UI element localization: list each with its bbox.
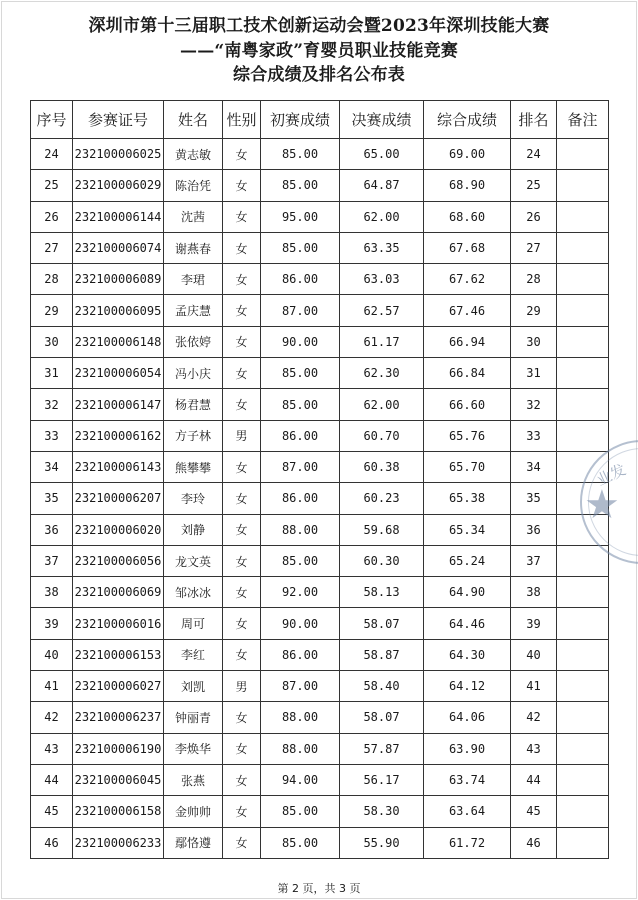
cell-rank: 24 [511, 139, 557, 170]
cell-name: 冯小庆 [164, 358, 223, 389]
cell-final: 60.23 [340, 483, 424, 514]
cell-rank: 38 [511, 577, 557, 608]
cell-rank: 44 [511, 764, 557, 795]
cell-note [557, 702, 609, 733]
cell-gender: 女 [223, 577, 261, 608]
cell-id: 232100006147 [73, 389, 164, 420]
seal-text: 业发 [593, 460, 629, 490]
cell-name: 刘静 [164, 514, 223, 545]
cell-name: 李玲 [164, 483, 223, 514]
cell-note [557, 264, 609, 295]
cell-total: 63.90 [424, 733, 511, 764]
cell-id: 232100006190 [73, 733, 164, 764]
cell-rank: 42 [511, 702, 557, 733]
cell-prelim: 94.00 [261, 764, 340, 795]
cell-no: 43 [31, 733, 73, 764]
cell-id: 232100006207 [73, 483, 164, 514]
cell-no: 38 [31, 577, 73, 608]
cell-gender: 女 [223, 139, 261, 170]
cell-gender: 女 [223, 545, 261, 576]
cell-total: 65.34 [424, 514, 511, 545]
cell-prelim: 92.00 [261, 577, 340, 608]
cell-final: 59.68 [340, 514, 424, 545]
cell-id: 232100006144 [73, 201, 164, 232]
cell-prelim: 95.00 [261, 201, 340, 232]
cell-prelim: 87.00 [261, 671, 340, 702]
cell-id: 232100006237 [73, 702, 164, 733]
cell-id: 232100006016 [73, 608, 164, 639]
cell-note [557, 389, 609, 420]
cell-note [557, 671, 609, 702]
table-row [31, 733, 609, 764]
cell-prelim: 86.00 [261, 420, 340, 451]
cell-no: 26 [31, 201, 73, 232]
cell-gender: 女 [223, 451, 261, 482]
cell-note [557, 483, 609, 514]
table-row [31, 139, 609, 170]
cell-prelim: 88.00 [261, 702, 340, 733]
cell-rank: 29 [511, 295, 557, 326]
cell-gender: 女 [223, 358, 261, 389]
cell-total: 61.72 [424, 827, 511, 858]
cell-no: 33 [31, 420, 73, 451]
cell-name: 金帅帅 [164, 796, 223, 827]
cell-rank: 35 [511, 483, 557, 514]
cell-rank: 31 [511, 358, 557, 389]
cell-final: 58.13 [340, 577, 424, 608]
cell-id: 232100006153 [73, 639, 164, 670]
cell-prelim: 86.00 [261, 264, 340, 295]
cell-gender: 女 [223, 295, 261, 326]
table-row [31, 170, 609, 201]
cell-no: 41 [31, 671, 73, 702]
header-rank: 排名 [511, 101, 557, 139]
cell-id: 232100006020 [73, 514, 164, 545]
cell-prelim: 85.00 [261, 545, 340, 576]
cell-gender: 女 [223, 702, 261, 733]
cell-note [557, 358, 609, 389]
header-no: 序号 [31, 101, 73, 139]
cell-note [557, 733, 609, 764]
cell-no: 37 [31, 545, 73, 576]
header-prelim: 初赛成绩 [261, 101, 340, 139]
cell-prelim: 90.00 [261, 326, 340, 357]
cell-gender: 女 [223, 514, 261, 545]
cell-no: 46 [31, 827, 73, 858]
page-footer: 第 2 页，共 3 页 [277, 882, 361, 895]
cell-final: 63.03 [340, 264, 424, 295]
table-row [31, 702, 609, 733]
cell-final: 58.07 [340, 702, 424, 733]
cell-total: 63.64 [424, 796, 511, 827]
table-row [31, 764, 609, 795]
title-line-3: 综合成绩及排名公布表 [233, 65, 405, 85]
cell-no: 30 [31, 326, 73, 357]
title-line-2: ——“南粤家政”育婴员职业技能竞赛 [180, 41, 458, 61]
cell-gender: 女 [223, 796, 261, 827]
cell-prelim: 85.00 [261, 232, 340, 263]
cell-id: 232100006233 [73, 827, 164, 858]
cell-final: 62.30 [340, 358, 424, 389]
cell-final: 58.07 [340, 608, 424, 639]
cell-prelim: 85.00 [261, 827, 340, 858]
cell-gender: 女 [223, 733, 261, 764]
table-row [31, 483, 609, 514]
cell-rank: 36 [511, 514, 557, 545]
cell-no: 45 [31, 796, 73, 827]
cell-prelim: 85.00 [261, 796, 340, 827]
cell-no: 31 [31, 358, 73, 389]
cell-final: 62.57 [340, 295, 424, 326]
table-row [31, 796, 609, 827]
table-header-row [31, 101, 609, 139]
table-row [31, 577, 609, 608]
table-row [31, 201, 609, 232]
table-row [31, 514, 609, 545]
cell-id: 232100006074 [73, 232, 164, 263]
header-name: 姓名 [164, 101, 223, 139]
cell-rank: 34 [511, 451, 557, 482]
cell-prelim: 85.00 [261, 139, 340, 170]
table-row [31, 420, 609, 451]
cell-note [557, 639, 609, 670]
cell-final: 58.87 [340, 639, 424, 670]
cell-gender: 女 [223, 608, 261, 639]
cell-rank: 32 [511, 389, 557, 420]
cell-no: 24 [31, 139, 73, 170]
cell-gender: 女 [223, 639, 261, 670]
cell-name: 刘凯 [164, 671, 223, 702]
cell-name: 黄志敏 [164, 139, 223, 170]
cell-total: 63.74 [424, 764, 511, 795]
cell-gender: 女 [223, 764, 261, 795]
cell-total: 65.24 [424, 545, 511, 576]
cell-final: 61.17 [340, 326, 424, 357]
cell-prelim: 90.00 [261, 608, 340, 639]
cell-final: 58.30 [340, 796, 424, 827]
table-row [31, 389, 609, 420]
cell-name: 熊攀攀 [164, 451, 223, 482]
cell-name: 杨君慧 [164, 389, 223, 420]
results-table [30, 100, 609, 859]
cell-total: 65.70 [424, 451, 511, 482]
cell-rank: 30 [511, 326, 557, 357]
cell-id: 232100006025 [73, 139, 164, 170]
table-row [31, 264, 609, 295]
cell-gender: 女 [223, 827, 261, 858]
cell-note [557, 827, 609, 858]
cell-gender: 女 [223, 232, 261, 263]
cell-note [557, 170, 609, 201]
cell-gender: 女 [223, 264, 261, 295]
cell-final: 60.70 [340, 420, 424, 451]
cell-no: 44 [31, 764, 73, 795]
cell-note [557, 608, 609, 639]
cell-no: 40 [31, 639, 73, 670]
table-row [31, 608, 609, 639]
cell-note [557, 451, 609, 482]
cell-final: 56.17 [340, 764, 424, 795]
cell-gender: 男 [223, 420, 261, 451]
cell-note [557, 764, 609, 795]
cell-name: 沈茜 [164, 201, 223, 232]
cell-gender: 女 [223, 201, 261, 232]
cell-id: 232100006089 [73, 264, 164, 295]
cell-name: 方子林 [164, 420, 223, 451]
cell-name: 李珺 [164, 264, 223, 295]
cell-rank: 41 [511, 671, 557, 702]
cell-total: 68.60 [424, 201, 511, 232]
cell-rank: 33 [511, 420, 557, 451]
header-id: 参赛证号 [73, 101, 164, 139]
cell-name: 张依婷 [164, 326, 223, 357]
cell-final: 63.35 [340, 232, 424, 263]
cell-total: 67.68 [424, 232, 511, 263]
cell-rank: 28 [511, 264, 557, 295]
cell-no: 35 [31, 483, 73, 514]
cell-name: 李红 [164, 639, 223, 670]
cell-id: 232100006148 [73, 326, 164, 357]
cell-name: 龙文英 [164, 545, 223, 576]
cell-note [557, 139, 609, 170]
cell-prelim: 85.00 [261, 389, 340, 420]
table-row [31, 451, 609, 482]
cell-gender: 女 [223, 389, 261, 420]
cell-rank: 46 [511, 827, 557, 858]
table-row [31, 545, 609, 576]
table-row [31, 827, 609, 858]
cell-name: 张燕 [164, 764, 223, 795]
cell-note [557, 545, 609, 576]
cell-prelim: 88.00 [261, 514, 340, 545]
header-note: 备注 [557, 101, 609, 139]
cell-final: 58.40 [340, 671, 424, 702]
cell-note [557, 232, 609, 263]
cell-no: 39 [31, 608, 73, 639]
cell-prelim: 87.00 [261, 451, 340, 482]
cell-id: 232100006027 [73, 671, 164, 702]
cell-final: 60.30 [340, 545, 424, 576]
cell-final: 65.00 [340, 139, 424, 170]
cell-total: 65.76 [424, 420, 511, 451]
cell-name: 钟丽青 [164, 702, 223, 733]
header-gender: 性别 [223, 101, 261, 139]
cell-prelim: 85.00 [261, 170, 340, 201]
cell-total: 69.00 [424, 139, 511, 170]
cell-note [557, 295, 609, 326]
cell-note [557, 514, 609, 545]
cell-name: 邹冰冰 [164, 577, 223, 608]
cell-gender: 男 [223, 671, 261, 702]
table-row [31, 671, 609, 702]
table-row [31, 639, 609, 670]
table-row [31, 326, 609, 357]
cell-total: 67.46 [424, 295, 511, 326]
cell-total: 65.38 [424, 483, 511, 514]
cell-prelim: 87.00 [261, 295, 340, 326]
seal-star-icon: ★ [584, 482, 620, 528]
cell-name: 鄢恪遵 [164, 827, 223, 858]
table-row [31, 232, 609, 263]
cell-no: 32 [31, 389, 73, 420]
header-total: 综合成绩 [424, 101, 511, 139]
cell-name: 谢燕春 [164, 232, 223, 263]
cell-no: 25 [31, 170, 73, 201]
cell-total: 64.90 [424, 577, 511, 608]
header-final: 决赛成绩 [340, 101, 424, 139]
table-row [31, 295, 609, 326]
cell-rank: 37 [511, 545, 557, 576]
cell-name: 孟庆慧 [164, 295, 223, 326]
cell-id: 232100006069 [73, 577, 164, 608]
cell-rank: 26 [511, 201, 557, 232]
cell-rank: 25 [511, 170, 557, 201]
cell-note [557, 201, 609, 232]
cell-total: 64.12 [424, 671, 511, 702]
cell-rank: 40 [511, 639, 557, 670]
cell-rank: 43 [511, 733, 557, 764]
cell-no: 36 [31, 514, 73, 545]
cell-rank: 27 [511, 232, 557, 263]
cell-id: 232100006158 [73, 796, 164, 827]
cell-gender: 女 [223, 326, 261, 357]
cell-id: 232100006162 [73, 420, 164, 451]
cell-id: 232100006056 [73, 545, 164, 576]
cell-prelim: 86.00 [261, 639, 340, 670]
cell-final: 62.00 [340, 389, 424, 420]
cell-total: 66.94 [424, 326, 511, 357]
cell-no: 42 [31, 702, 73, 733]
cell-total: 66.60 [424, 389, 511, 420]
cell-total: 68.90 [424, 170, 511, 201]
cell-final: 57.87 [340, 733, 424, 764]
cell-final: 55.90 [340, 827, 424, 858]
cell-id: 232100006143 [73, 451, 164, 482]
cell-total: 64.46 [424, 608, 511, 639]
cell-no: 34 [31, 451, 73, 482]
cell-total: 64.30 [424, 639, 511, 670]
cell-id: 232100006054 [73, 358, 164, 389]
cell-final: 62.00 [340, 201, 424, 232]
cell-prelim: 85.00 [261, 358, 340, 389]
cell-id: 232100006095 [73, 295, 164, 326]
cell-name: 陈治凭 [164, 170, 223, 201]
cell-total: 66.84 [424, 358, 511, 389]
cell-name: 李焕华 [164, 733, 223, 764]
cell-no: 27 [31, 232, 73, 263]
cell-note [557, 420, 609, 451]
cell-final: 60.38 [340, 451, 424, 482]
cell-gender: 女 [223, 483, 261, 514]
cell-id: 232100006045 [73, 764, 164, 795]
cell-prelim: 88.00 [261, 733, 340, 764]
cell-no: 29 [31, 295, 73, 326]
cell-gender: 女 [223, 170, 261, 201]
cell-id: 232100006029 [73, 170, 164, 201]
table-row [31, 358, 609, 389]
cell-total: 67.62 [424, 264, 511, 295]
cell-final: 64.87 [340, 170, 424, 201]
cell-note [557, 326, 609, 357]
cell-note [557, 577, 609, 608]
cell-name: 周可 [164, 608, 223, 639]
cell-total: 64.06 [424, 702, 511, 733]
cell-prelim: 86.00 [261, 483, 340, 514]
cell-rank: 39 [511, 608, 557, 639]
cell-no: 28 [31, 264, 73, 295]
cell-rank: 45 [511, 796, 557, 827]
cell-note [557, 796, 609, 827]
title-line-1: 深圳市第十三届职工技术创新运动会暨2023年深圳技能大赛 [88, 16, 550, 36]
